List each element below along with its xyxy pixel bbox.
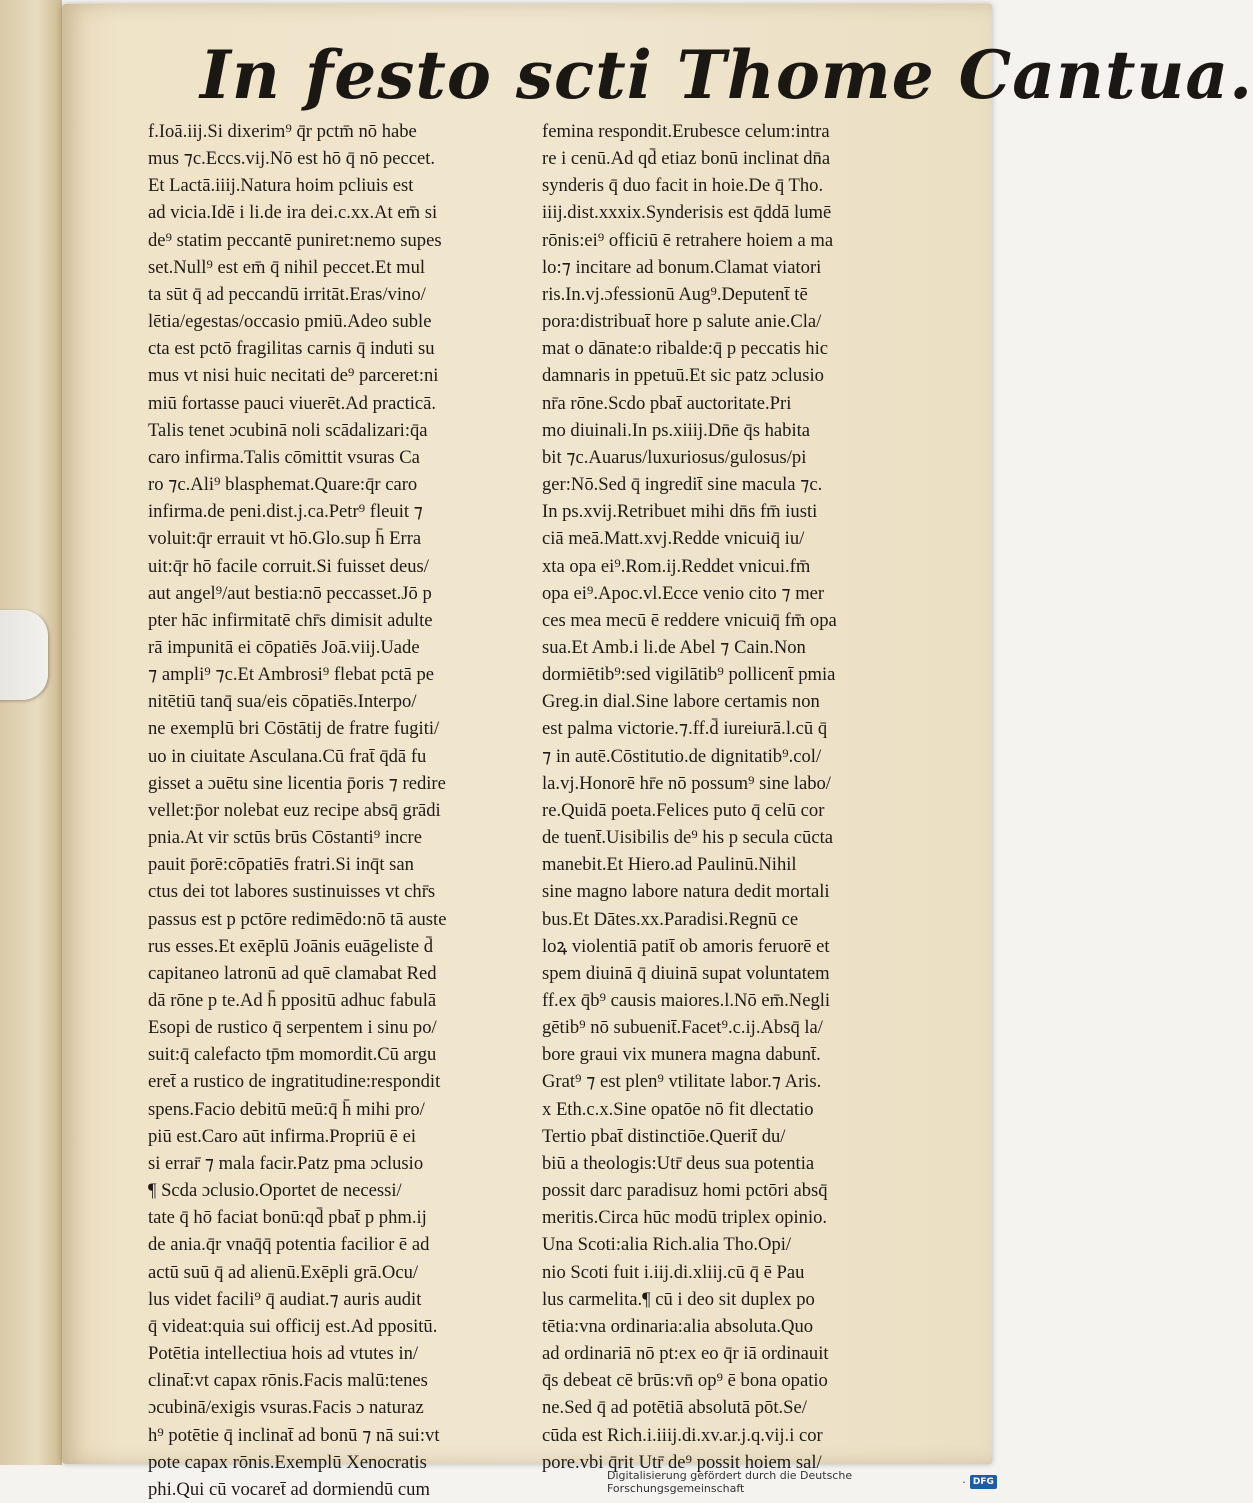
text-line: set.Null⁹ est em̄ q̄ nihil peccet.Et mul (148, 256, 426, 278)
left-text-column (148, 118, 530, 1503)
text-line: ces mea mecū ē reddere vnicuiq̄ fm̄ opa (542, 609, 837, 631)
text-line: de tuent̄.Uisibilis de⁹ his p secula cūcta (542, 827, 833, 849)
text-line: ro ⁊c.Ali⁹ blasphemat.Quare:q̄r caro (148, 474, 418, 496)
text-line: ciā meā.Matt.xvj.Redde vnicuiq̄ iu/ (542, 528, 805, 550)
text-line: Potētia intellectiua hois ad vtutes in/ (148, 1343, 419, 1365)
text-line: pote capax rōnis.Exemplū Xenocratis (148, 1451, 427, 1473)
text-line: sine magno labore natura dedit mortali (542, 881, 830, 903)
text-line: nio Scoti fuit i.iij.di.xliij.cū q̄ ē Pau (542, 1261, 805, 1283)
text-line: lus videt facili⁹ q̄ audiat.⁊ auris audit (148, 1288, 422, 1310)
text-line: si errar̄ ⁊ mala facir.Patz pma ɔclusio (148, 1152, 424, 1174)
text-line: suit:q̄ calefacto tp̄m momordit.Cū argu (148, 1044, 437, 1066)
text-line: est palma victorie.⁊.ff.d̄ iureiurā.l.cū q̄ (542, 718, 828, 740)
text-line: ctus dei tot labores sustinuisses vt chr̄s (148, 881, 436, 903)
text-line: mo diuinali.In ps.xiiij.Dn̄e q̄s habita (542, 419, 811, 441)
text-line: gētib⁹ nō subuenit̄.Facet⁹.c.ij.Absq̄ la/ (542, 1017, 823, 1039)
text-line: ger:Nō.Sed q̄ ingredit̄ sine macula ⁊c. (542, 474, 823, 496)
text-line: caro infirma.Talis cōmittit vsuras Ca (148, 446, 420, 468)
text-line: mat o dānate:o ribalde:q̄ p peccatis hic (542, 338, 829, 360)
text-line: actū suū q̄ ad alienū.Exēpli grā.Ocu/ (148, 1261, 419, 1283)
text-line: de⁹ statim peccantē puniret:nemo supes (148, 229, 442, 251)
text-line: la.vj.Honorē hr̄e nō possum⁹ sine labo/ (542, 772, 831, 794)
text-line: miū fortasse pauci viuerēt.Ad practicā. (148, 392, 437, 414)
text-line: h⁹ potētie q̄ inclinat̄ ad bonū ⁊ nā sui:vt (148, 1424, 440, 1446)
text-line: uit:q̄r hō facile corruit.Si fuisset deus/ (148, 555, 429, 577)
text-line: Una Scoti:alia Rich.alia Tho.Opi/ (542, 1234, 792, 1256)
text-line: meritis.Circa hūc modū triplex opinio. (542, 1207, 828, 1229)
text-line: pauit p̄orē:cōpatiēs fratri.Si inq̄t san (148, 854, 414, 876)
text-line: loꝝ violentiā patit̄ ob amoris feruorē et (542, 935, 830, 957)
text-line: ad ordinariā nō pt:ex eo q̄r iā ordinauit (542, 1343, 829, 1365)
text-line: Et Lactā.iiij.Natura hoim pcliuis est (148, 175, 414, 197)
text-line: rus esses.Et exēplū Joānis euāgeliste d̄ (148, 935, 434, 957)
text-line: Esopi de rustico q̄ serpentem i sinu po/ (148, 1017, 437, 1039)
credit-text: Digitalisierung gefördert durch die Deutsche Forschungsgemeinschaft (607, 1469, 853, 1495)
text-line: pter hāc infirmitatē chr̄s dimisit adulte (148, 609, 433, 631)
text-line: ris.In.vj.ɔfessionū Aug⁹.Deputent̄ tē (542, 283, 808, 305)
text-line: lo:⁊ incitare ad bonum.Clamat viatori (542, 256, 822, 278)
text-line: Talis tenet ɔcubinā noli scādalizari:q̄a (148, 419, 428, 441)
text-line: nitētiū tanq̄ sua/eis cōpatiēs.Interpo/ (148, 691, 417, 713)
text-line: q̄s debeat cē brūs:vn̄ op⁹ ē bona opatio (542, 1370, 828, 1392)
text-line: f.Ioā.iij.Si dixerim⁹ q̄r pctm̄ nō habe (148, 121, 417, 142)
text-line: spem diuinā q̄ diuinā supat voluntatem (542, 962, 830, 984)
text-line: ne.Sed q̄ ad potētiā absolutā pōt.Se/ (542, 1397, 807, 1419)
text-line: dā rōne p te.Ad h̄ ppositū adhuc fabulā (148, 990, 437, 1011)
text-line: dormiētib⁹:sed vigilātib⁹ pollicent̄ pmia (542, 664, 836, 686)
text-line: manebit.Et Hiero.ad Paulinū.Nihil (542, 854, 797, 876)
text-line: lētia/egestas/occasio pmiū.Adeo suble (148, 311, 432, 333)
page-title: In festo scti Thome Cantua. (200, 36, 1253, 114)
book-spine-edge (0, 0, 62, 1465)
text-line: cūda est Rich.i.iiij.di.xv.ar.j.q.vij.i cor (542, 1424, 823, 1446)
text-line: xta opa ei⁹.Rom.ij.Reddet vnicui.fm̄ (542, 555, 811, 577)
digitization-credit (607, 1469, 997, 1495)
text-line: possit darc paradisuz homi pctōri absq̄ (542, 1180, 828, 1202)
text-line: ne exemplū bri Cōstātij de fratre fugiti/ (148, 718, 440, 740)
dfg-logo: DFG (970, 1475, 997, 1489)
text-line: synderis q̄ duo facit in hoie.De q̄ Tho. (542, 175, 824, 197)
text-line: q̄ videat:quia sui officij est.Ad ppositū. (148, 1315, 438, 1337)
right-text-column (542, 118, 924, 1476)
text-line: pore.vbi q̄rit Utr̄ de⁹ possit hoiem sal/ (542, 1451, 822, 1473)
text-line: capitaneo latronū ad quē clamabat Red (148, 962, 437, 984)
text-line: sua.Et Amb.i li.de Abel ⁊ Cain.Non (542, 636, 806, 658)
text-line: spens.Facio debitū meū:q̄ h̄ mihi pro/ (148, 1098, 425, 1120)
text-line: pora:distribuat̄ hore p salute anie.Cla/ (542, 311, 822, 333)
text-line: cta est pctō fragilitas carnis q̄ induti su (148, 338, 435, 360)
text-line: clinat̄:vt capax rōnis.Facis malū:tenes (148, 1370, 428, 1392)
text-line: re i cenū.Ad qd̄ etiaz bonū inclinat dn̄a (542, 148, 831, 170)
text-line: phi.Qui cū vocaret̄ ad dormiendū cum (148, 1478, 430, 1500)
text-line: iiij.dist.xxxix.Synderisis est q̄ddā lumē (542, 202, 832, 224)
text-line: piū est.Caro aūt infirma.Propriū ē ei (148, 1125, 416, 1147)
text-line: ɔcubinā/exigis vsuras.Facis ɔ naturaz (148, 1397, 424, 1419)
text-line: voluit:q̄r errauit vt hō.Glo.sup h̄ Erra (148, 528, 422, 550)
text-line: Grat⁹ ⁊ est plen⁹ vtilitate labor.⁊ Aris. (542, 1071, 822, 1093)
text-line: eret̄ a rustico de ingratitudine:respondit (148, 1071, 441, 1093)
text-line: In ps.xvij.Retribuet mihi dn̄s fm̄ iusti (542, 501, 818, 523)
text-line: damnaris in ppetuū.Et sic patz ɔclusio (542, 365, 824, 387)
text-line: infirma.de peni.dist.j.ca.Petr⁹ fleuit ⁊ (148, 501, 423, 523)
text-line: ⁊ ampli⁹ ⁊c.Et Ambrosi⁹ flebat pctā pe (148, 664, 435, 686)
text-line: passus est p pctōre redimēdo:nō tā auste (148, 908, 447, 930)
text-line: nr̄a rōne.Scdo pbat̄ auctoritate.Pri (542, 392, 792, 414)
text-line: re.Quidā poeta.Felices puto q̄ celū cor (542, 799, 825, 821)
text-line: mus vt nisi huic necitati de⁹ parceret:ni (148, 365, 439, 387)
text-line: uo in ciuitate Asculana.Cū frat̄ q̄dā fu (148, 745, 427, 767)
text-line: x Eth.c.x.Sine opatōe nō fit dlectatio (542, 1098, 814, 1120)
text-line: tētia:vna ordinaria:alia absoluta.Quo (542, 1315, 814, 1337)
text-line: ad vicia.Idē i li.de ira dei.c.xx.At em̄ si (148, 202, 438, 224)
text-line: lus carmelita.¶ cū i deo sit duplex po (542, 1288, 815, 1310)
text-line: Tertio pbat̄ distinctiōe.Querit̄ du/ (542, 1125, 786, 1147)
text-line: opa ei⁹.Apoc.vl.Ecce venio cito ⁊ mer (542, 582, 825, 604)
text-line: gisset a ɔuētu sine licentia p̄oris ⁊ redire (148, 772, 446, 794)
text-line: biū a theologis:Utr̄ deus sua potentia (542, 1152, 815, 1174)
text-line: ⁊ in autē.Cōstitutio.de dignitatib⁹.col/ (542, 745, 822, 767)
text-line: bit ⁊c.Auarus/luxuriosus/gulosus/pi (542, 446, 807, 468)
text-line: de ania.q̄r vnaq̄q̄ potentia facilior ē ad (148, 1234, 430, 1256)
credit-separator: · (962, 1475, 966, 1489)
text-line: aut angel⁹/aut bestia:nō peccasset.Jō p (148, 582, 432, 604)
text-line: femina respondit.Erubesce celum:intra (542, 121, 830, 142)
text-line: tate q̄ hō faciat bonū:qd̄ pbat̄ p phm.ij (148, 1207, 427, 1229)
text-line: bore graui vix munera magna dabunt̄. (542, 1044, 821, 1066)
text-line: vellet:p̄or nolebat euz recipe absq̄ grādi (148, 799, 441, 821)
text-line: ¶ Scda ɔclusio.Oportet de necessi/ (148, 1180, 402, 1202)
text-line: ta sūt q̄ ad peccandū irritāt.Eras/vino/ (148, 283, 426, 305)
text-line: rōnis:ei⁹ officiū ē retrahere hoiem a ma (542, 229, 834, 251)
text-line: rā impunitā ei cōpatiēs Joā.viij.Uade (148, 636, 420, 658)
text-line: mus ⁊c.Eccs.vij.Nō est hō q̄ nō peccet. (148, 148, 436, 170)
text-line: ff.ex q̄b⁹ causis maiores.l.Nō em̄.Negli (542, 990, 831, 1011)
text-line: Greg.in dial.Sine labore certamis non (542, 691, 820, 713)
text-line: pnia.At vir sctūs brūs Cōstanti⁹ incre (148, 827, 422, 849)
text-line: bus.Et Dātes.xx.Paradisi.Regnū ce (542, 908, 799, 930)
page-clip-tab (0, 610, 48, 700)
